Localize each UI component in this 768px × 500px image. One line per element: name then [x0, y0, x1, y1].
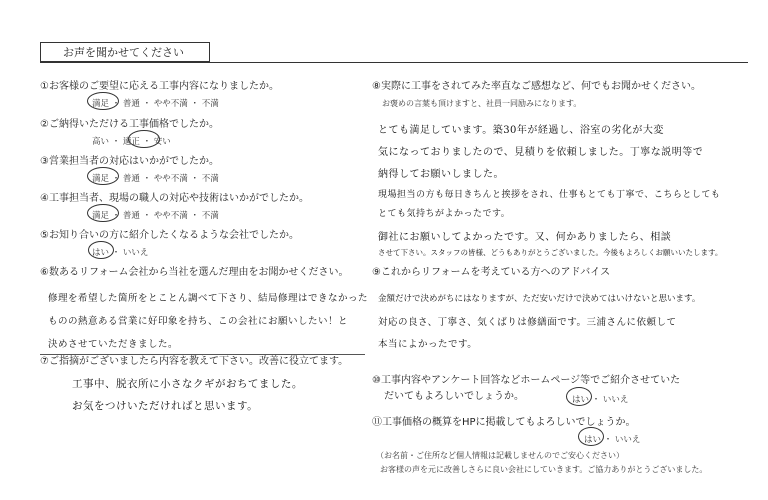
question-9: ⑨これからリフォームを考えている方へのアドバイス — [372, 267, 611, 278]
selected-circle-q10 — [566, 387, 592, 406]
answer-8-line-6: 御社にお願いしてよかったです。又、何かありましたら、相談 — [378, 232, 672, 243]
selected-circle-q2 — [128, 130, 160, 148]
answer-8-line-1: とても満足しています。築30年が経過し、浴室の劣化が大変 — [378, 125, 664, 136]
question-11-note-1: （お名前・ご住所など個人情報は記載しませんのでご安心ください） — [376, 451, 624, 460]
selected-circle-q4 — [87, 204, 119, 222]
section-title: お声を聞かせてください — [40, 42, 210, 62]
question-8-note: お褒めの言葉も頂けますと、社員一同励みになります。 — [382, 99, 582, 108]
answer-9-line-1: 金額だけで決めがちにはなりますが、ただ安いだけで決めてはいけないと思います。 — [378, 294, 701, 304]
answer-6-line-2: ものの熱意ある営業に好印象を持ち、この会社にお願いしたい！と — [48, 316, 349, 327]
answer-8-line-3: 納得してお願いしました。 — [378, 169, 504, 180]
answer-8-line-7: させて下さい。スタッフの皆様、どうもありがとうございました。今後もよろしくお願いいたします。 — [378, 248, 723, 257]
question-11-note-2: お客様の声を元に改善しさらに良い会社にしていきます。ご協力ありがとうございました。 — [380, 465, 708, 474]
question-1-options: 満足 ・ 普通 ・ やや不満 ・ 不満 — [92, 99, 219, 109]
question-6: ⑥数あるリフォーム会社から当社を選んだ理由をお聞かせください。 — [40, 267, 349, 278]
selected-circle-q1 — [87, 92, 119, 110]
answer-8-line-5: とても気持ちがよかったです。 — [378, 209, 511, 219]
answer-8-line-2: 気になっておりましたので、見積りを依頼しました。丁寧な説明等で — [378, 147, 704, 158]
question-11-options: はい ・ いいえ — [584, 435, 641, 445]
answer-8-line-4: 現場担当の方も毎日きちんと挨拶をされ、仕事もとても丁寧で、こちらとしても — [378, 190, 721, 200]
answer-7-line-1: 工事中、脱衣所に小さなクギがおちてました。 — [72, 378, 303, 390]
question-2: ②ご納得いただける工事価格でしたか。 — [40, 119, 219, 130]
header-rule — [40, 62, 748, 63]
question-7: ⑦ご指摘がございましたら内容を教えて下さい。改善に役立てます。 — [40, 356, 349, 367]
question-8: ⑧実際に工事をされてみた率直なご感想など、何でもお聞かせください。 — [372, 81, 701, 92]
question-3-options: 満足 ・ 普通 ・ やや不満 ・ 不満 — [92, 174, 219, 184]
question-10-line-2: だいてもよろしいでしょうか。 — [384, 391, 524, 402]
selected-circle-q3 — [87, 167, 119, 185]
question-5: ⑤お知り合いの方に紹介したくなるような会社でしたか。 — [40, 230, 299, 241]
question-3: ③営業担当者の対応はいかがでしたか。 — [40, 156, 219, 167]
question-2-options: 高い ・ 適正 ・ 安い — [92, 137, 171, 147]
selected-circle-q5 — [88, 241, 114, 259]
question-11: ⑪工事価格の概算をHPに掲載してもよろしいでしょうか。 — [372, 417, 636, 428]
question-4-options: 満足 ・ 普通 ・ やや不満 ・ 不満 — [92, 211, 219, 221]
question-10: ⑩工事内容やアンケート回答などホームページ等でご紹介させていた — [372, 375, 681, 386]
answer-9-line-2: 対応の良さ、丁寧さ、気くばりは修繕面です。三浦さんに依頼して — [378, 317, 677, 328]
answer-7-line-2: お気をつけいただければと思います。 — [72, 400, 259, 412]
answer-6-line-1: 修理を希望した箇所をとことん調べて下さり、結局修理はできなかった — [48, 293, 369, 304]
question-10-options: はい ・ いいえ — [572, 395, 629, 405]
question-1: ①お客様のご要望に応える工事内容になりましたか。 — [40, 81, 279, 92]
answer-9-line-3: 本当によかったです。 — [378, 339, 478, 350]
selected-circle-q11 — [578, 427, 604, 446]
answer-6-line-3: 決めさせていただきました。 — [48, 339, 179, 350]
question-4: ④工事担当者、現場の職人の対応や技術はいかがでしたか。 — [40, 193, 309, 204]
question-5-options: はい ・ いいえ — [92, 248, 149, 258]
